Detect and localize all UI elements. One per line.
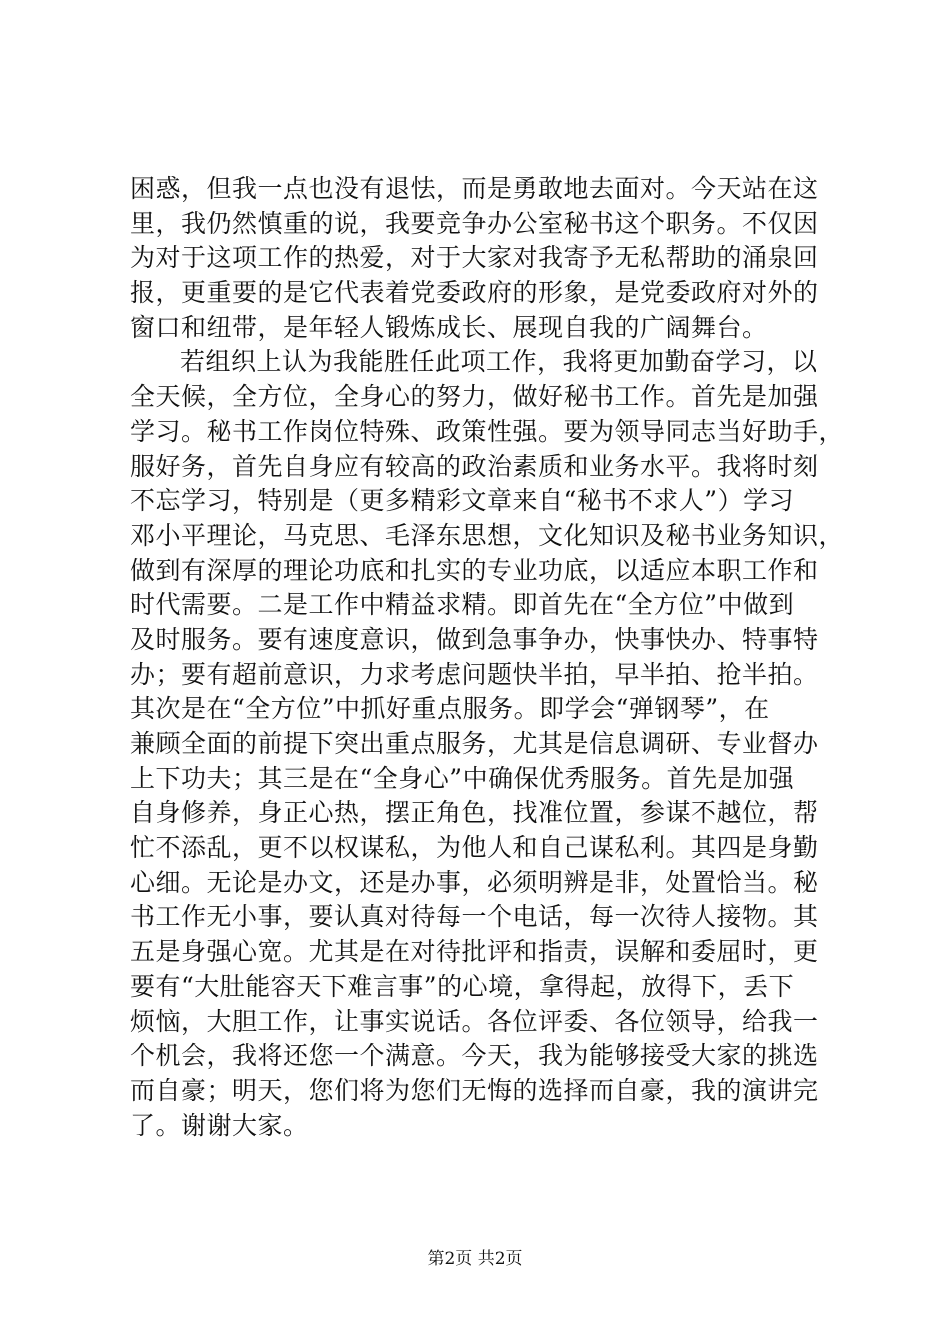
text-line: 为对于这项工作的热爱，对于大家对我寄予无私帮助的涌泉回 [130,243,819,273]
text-line: 而自豪；明天，您们将为您们无悔的选择而自豪，我的演讲完 [130,1075,819,1105]
text-line: 其次是在“全方位”中抓好重点服务。即学会“弹钢琴”，在 [130,694,770,724]
text-line: 及时服务。要有速度意识，做到急事争办，快事快办、特事特 [130,624,819,654]
text-line: 烦恼，大胆工作，让事实说话。各位评委、各位领导，给我一 [130,1006,819,1036]
text-line: 办；要有超前意识，力求考虑问题快半拍，早半拍、抢半拍。 [130,659,819,689]
text-line: 要有“大肚能容天下难言事”的心境，拿得起，放得下，丢下 [130,971,795,1001]
text-line: 时代需要。二是工作中精益求精。即首先在“全方位”中做到 [130,590,795,620]
text-line: 书工作无小事，要认真对待每一个电话，每一次待人接物。其 [130,902,819,932]
text-line: 若组织上认为我能胜任此项工作，我将更加勤奋学习，以 [180,347,818,377]
text-line: 不忘学习，特别是（更多精彩文章来自“秘书不求人”）学习 [130,486,795,516]
paragraph [130,345,845,1143]
body-text [130,172,845,1143]
text-line: 学习。秘书工作岗位特殊、政策性强。要为领导同志当好助手， [130,416,845,446]
text-line: 做到有深厚的理论功底和扎实的专业功底，以适应本职工作和 [130,555,819,585]
text-line: 心细。无论是办文，还是办事，必须明辨是非，处置恰当。秘 [130,867,819,897]
text-line: 窗口和纽带，是年轻人锻炼成长、展现自我的广阔舞台。 [130,312,768,342]
text-line: 报，更重要的是它代表着党委政府的形象，是党委政府对外的 [130,278,819,308]
text-line: 五是身强心宽。尤其是在对待批评和指责，误解和委屈时，更 [130,937,819,967]
text-line: 困惑，但我一点也没有退怯，而是勇敢地去面对。今天站在这 [130,174,819,203]
text-line: 忙不添乱，更不以权谋私，为他人和自己谋私利。其四是身勤 [130,833,819,863]
text-line: 服好务，首先自身应有较高的政治素质和业务水平。我将时刻 [130,451,819,481]
text-line: 个机会，我将还您一个满意。今天，我为能够接受大家的挑选 [130,1041,819,1071]
text-line: 邓小平理论，马克思、毛泽东思想，文化知识及秘书业务知识， [130,520,845,550]
paragraph [130,172,835,345]
text-line: 了。谢谢大家。 [130,1110,309,1140]
text-line: 自身修养，身正心热，摆正角色，找准位置，参谋不越位，帮 [130,798,819,828]
text-line: 里，我仍然慎重的说，我要竞争办公室秘书这个职务。不仅因 [130,208,819,238]
text-line: 上下功夫；其三是在“全身心”中确保优秀服务。首先是加强 [130,763,795,793]
text-line: 全天候，全方位，全身心的努力，做好秘书工作。首先是加强 [130,382,819,412]
text-line: 兼顾全面的前提下突出重点服务，尤其是信息调研、专业督办 [130,729,819,758]
page-footer: 第2页 共2页 [427,1249,523,1269]
